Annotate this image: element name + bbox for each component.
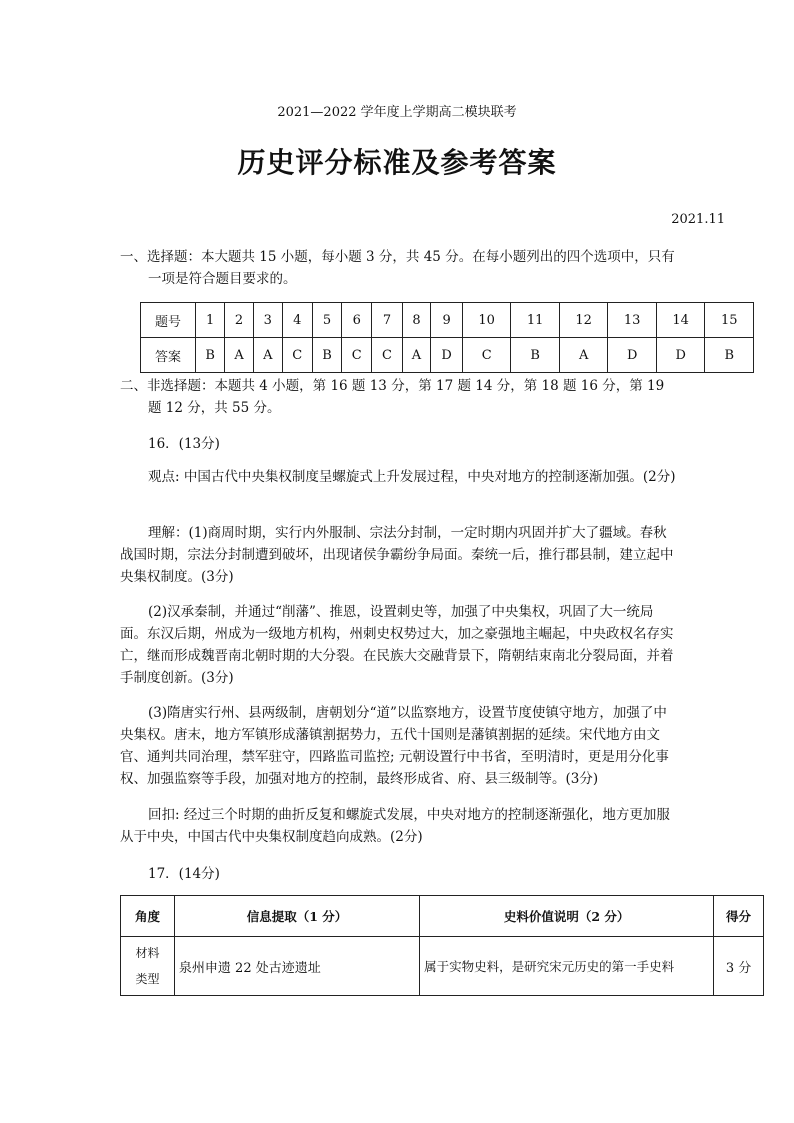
- exam-subtitle: 2021—2022 学年度上学期高二模块联考: [277, 105, 517, 120]
- answer-cell: A: [402, 338, 431, 373]
- question-number-cell: 5: [312, 303, 341, 338]
- answer-cell: C: [372, 338, 402, 373]
- question-number-cell: 14: [656, 303, 705, 338]
- section2-intro-text: 二、非选择题：本题共 4 小题，第 16 题 13 分，第 17 题 14 分，第 18 题 16 分，第 19 题 12 分，共 55 分。: [120, 378, 665, 416]
- answer-cell: C: [342, 338, 372, 373]
- question-number-cell: 6: [342, 303, 372, 338]
- question-number-cell: 1: [196, 303, 225, 338]
- aspect-cell: [121, 937, 175, 996]
- answer-table-number-row: [141, 303, 754, 338]
- answer-cell: B: [312, 338, 341, 373]
- answer-cell: A: [253, 338, 282, 373]
- answer-cell: A: [225, 338, 254, 373]
- question-number-cell: 13: [608, 303, 657, 338]
- question-number-cell: 2: [225, 303, 254, 338]
- answer-cell: A: [559, 338, 608, 373]
- answer-cell: C: [282, 338, 312, 373]
- number-row-label: 题号: [141, 303, 196, 338]
- q16-heading: 16．(13分): [148, 436, 220, 452]
- answer-cell: D: [656, 338, 705, 373]
- question-number-cell: 15: [705, 303, 754, 338]
- answer-cell: B: [511, 338, 560, 373]
- table-row: [121, 937, 764, 996]
- answer-table: [140, 302, 754, 373]
- col-aspect-header: 角度: [121, 896, 175, 937]
- q17-table-header: [121, 896, 764, 937]
- q16-paragraph-1: 理解：(1)商周时期，实行内外服制、宗法分封制，一定时期内巩固并扩大了疆域。春秋战国时期，宗法分封制遭到破坏，出现诸侯争霸纷争局面。秦统一后，推行郡县制，建立起中央集权制度。(3分): [120, 525, 674, 585]
- answer-cell: B: [705, 338, 754, 373]
- answer-row-label: 答案: [141, 338, 196, 373]
- q17-heading: 17．(14分): [148, 866, 220, 882]
- q17-table: [120, 895, 764, 996]
- col-info-header: 信息提取（1 分）: [174, 896, 419, 937]
- section1-intro: [120, 246, 680, 290]
- question-number-cell: 3: [253, 303, 282, 338]
- section1-intro-text: 一、选择题：本大题共 15 小题，每小题 3 分，共 45 分。在每小题列出的四个选项中，只有一项是符合题目要求的。: [120, 249, 675, 287]
- question-number-cell: 9: [431, 303, 463, 338]
- question-number-cell: 10: [462, 303, 511, 338]
- col-score-header: 得分: [714, 896, 764, 937]
- answer-cell: D: [431, 338, 463, 373]
- question-number-cell: 11: [511, 303, 560, 338]
- q16-viewpoint: 观点: 中国古代中央集权制度呈螺旋式上升发展过程，中央对地方的控制逐渐加强。(2分): [148, 469, 676, 485]
- aspect-line-1: 材料: [135, 946, 160, 960]
- q16-conclusion: 回扣: 经过三个时期的曲折反复和螺旋式发展，中央对地方的控制逐渐强化，地方更加服从于中央，中国古代中央集权制度趋向成熟。(2分): [120, 807, 670, 845]
- question-number-cell: 8: [402, 303, 431, 338]
- answer-cell: D: [608, 338, 657, 373]
- q16-paragraph-2: (2)汉承秦制，并通过“削藩”、推恩，设置刺史等，加强了中央集权，巩固了大一统局面。东汉后期，州成为一级地方机构，州刺史权势过大，加之豪强地主崛起，中央政权名存实亡，继而形成魏晋南北朝时期的大分裂。在民族大交融背景下，隋朝结束南北分裂局面，并着手制度创新。(3分): [120, 604, 674, 686]
- value-cell: 属于实物史料，是研究宋元历史的第一手史料: [420, 937, 714, 996]
- score-cell: 3 分: [714, 937, 764, 996]
- answer-cell: B: [196, 338, 225, 373]
- exam-date: 2021.11: [671, 212, 725, 227]
- question-number-cell: 12: [559, 303, 608, 338]
- answer-cell: C: [462, 338, 511, 373]
- q16-paragraph-3: (3)隋唐实行州、县两级制，唐朝划分“道”以监察地方，设置节度使镇守地方，加强了中央集权。唐末，地方军镇形成藩镇割据势力，五代十国则是藩镇割据的延续。宋代地方由文官、通判共同治理，禁军驻守，四路监司监控; 元朝设置行中书省，至明清时，更是用分化事权、加强监察等手段，加强对地方的控制，最终形成省、府、县三级制等。(3分): [120, 705, 669, 787]
- page-title: 历史评分标准及参考答案: [237, 146, 557, 179]
- col-value-header: 史料价值说明（2 分）: [420, 896, 714, 937]
- question-number-cell: 4: [282, 303, 312, 338]
- section2-intro: [120, 375, 680, 419]
- aspect-line-2: 类型: [135, 972, 160, 986]
- question-number-cell: 7: [372, 303, 402, 338]
- info-cell: 泉州申遗 22 处古迹遗址: [174, 937, 419, 996]
- answer-table-answer-row: [141, 338, 754, 373]
